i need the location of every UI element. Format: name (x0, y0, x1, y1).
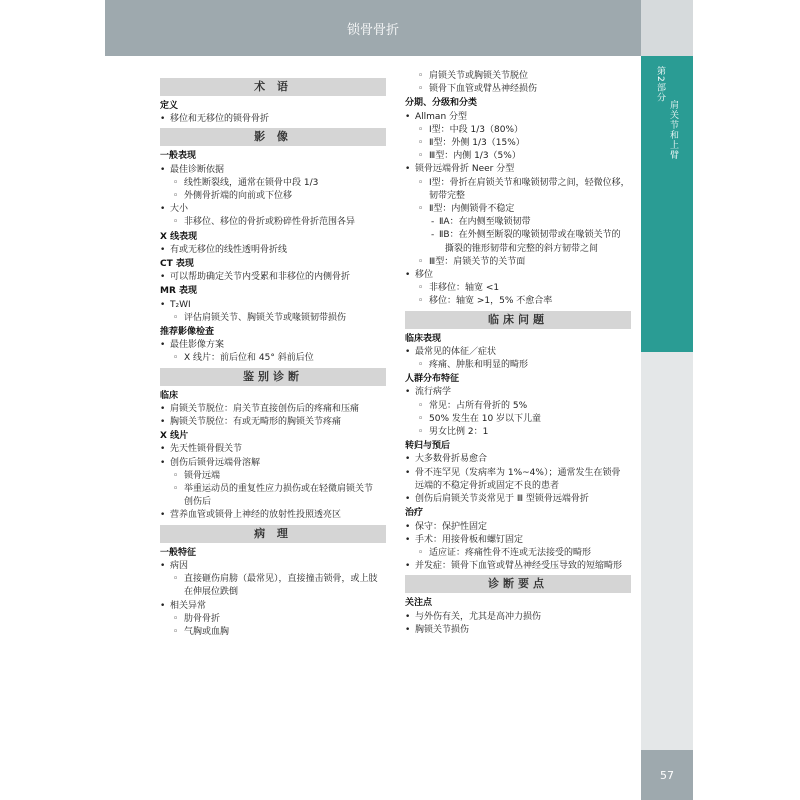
list-item: - ⅡA：在内侧至喙锁韧带 (405, 216, 631, 229)
list-item: • 最常见的体征／症状 (405, 346, 631, 359)
list-item: ◦ 非移位、移位的骨折或粉碎性骨折范围各异 (160, 216, 386, 229)
list-item: ◦ 男女比例 2：1 (405, 426, 631, 439)
list-item: • T₂WI (160, 299, 386, 312)
subheading: MR 表现 (160, 286, 198, 297)
list-item: • 胸锁关节损伤 (405, 624, 631, 637)
chapter-title: 锁骨骨折 (105, 0, 641, 56)
subheading: 推荐影像检查 (160, 327, 215, 338)
list-item: ◦ 移位：轴宽 >1，5% 不愈合率 (405, 295, 631, 308)
list-item: ◦ 常见：占所有骨折的 5% (405, 400, 631, 413)
list-item: • 创伤后肩锁关节炎常见于 Ⅲ 型锁骨远端骨折 (405, 493, 631, 506)
list-item: • 锁骨远端骨折 Neer 分型 (405, 163, 631, 176)
list-item: ◦ 50% 发生在 10 岁以下儿童 (405, 413, 631, 426)
list-item: ◦ Ⅰ型：中段 1/3（80%） (405, 124, 631, 137)
subheading: 临床表现 (405, 333, 442, 344)
list-item: ◦ 锁骨下血管或臂丛神经损伤 (405, 83, 631, 96)
list-item-continued: 创伤后 (184, 497, 212, 508)
subheading: X 线片 (160, 431, 189, 442)
subheading: X 线表现 (160, 231, 198, 242)
list-item: • 移位和无移位的锁骨骨折 (160, 113, 386, 126)
list-item: ◦ 肩锁关节或胸锁关节脱位 (405, 70, 631, 83)
section-heading-diagnostic-checklist: 诊断要点 (405, 575, 631, 593)
list-item-continued: 韧带完整 (429, 190, 466, 201)
page-number: 57 (641, 750, 693, 800)
list-item: ◦ 非移位：轴宽 <1 (405, 282, 631, 295)
subheading: 一般特征 (160, 547, 197, 558)
list-item: • 创伤后锁骨远端骨溶解 (160, 457, 386, 470)
list-item: • 与外伤有关，尤其是高冲力损伤 (405, 611, 631, 624)
section-heading-clinical: 临床问题 (405, 311, 631, 329)
list-item: • 大小 (160, 203, 386, 216)
side-part-label: 第2部分 (655, 66, 665, 103)
subheading: 转归与预后 (405, 441, 451, 452)
subheading: CT 表现 (160, 259, 194, 270)
list-item-continued: 远端的不稳定骨折或固定不良的患者 (415, 480, 560, 491)
list-item: - ⅡB：在外侧至断裂的喙锁韧带或在喙锁关节的 (405, 229, 631, 242)
subheading: 一般表现 (160, 151, 197, 162)
list-item: • 骨不连罕见（发病率为 1%~4%）；通常发生在锁骨 (405, 467, 631, 480)
side-section-label: 肩关节和上臂 (668, 100, 678, 160)
section-heading-pathology: 病 理 (160, 525, 386, 543)
subheading: 人群分布特征 (405, 374, 460, 385)
list-item-continued: 在伸展位跌倒 (184, 587, 239, 598)
list-item: ◦ Ⅱ型：内侧锁骨不稳定 (405, 203, 631, 216)
section-heading-differential: 鉴别诊断 (160, 368, 386, 386)
list-item: ◦ Ⅱ型：外侧 1/3（15%） (405, 137, 631, 150)
left-column (160, 76, 386, 639)
list-item: • 可以帮助确定关节内受累和非移位的内侧骨折 (160, 271, 386, 284)
list-item: ◦ 疼痛、肿胀和明显的畸形 (405, 359, 631, 372)
list-item: ◦ Ⅲ型：肩锁关节的关节面 (405, 256, 631, 269)
list-item: • 病因 (160, 560, 386, 573)
list-item: ◦ Ⅲ型：内侧 1/3（5%） (405, 150, 631, 163)
subheading: 定义 (160, 101, 179, 111)
section-heading-terminology: 术 语 (160, 78, 386, 96)
list-item: • 胸锁关节脱位：有或无畸形的胸锁关节疼痛 (160, 416, 386, 429)
list-item: • 最佳诊断依据 (160, 164, 386, 177)
list-item: ◦ 锁骨远端 (160, 470, 386, 483)
side-tab-top (641, 0, 693, 56)
list-item: • 营养血管或锁骨上神经的放射性投照透亮区 (160, 509, 386, 522)
list-item: • 先天性锁骨假关节 (160, 443, 386, 456)
list-item: ◦ 肋骨骨折 (160, 613, 386, 626)
list-item: • 移位 (405, 269, 631, 282)
list-item: • 流行病学 (405, 386, 631, 399)
list-item: • 有或无移位的线性透明骨折线 (160, 244, 386, 257)
list-item: ◦ 评估肩锁关节、胸锁关节或喙锁韧带损伤 (160, 312, 386, 325)
list-item: ◦ 气胸或血胸 (160, 626, 386, 639)
list-item: ◦ 适应证：疼痛性骨不连或无法接受的畸形 (405, 547, 631, 560)
right-column (405, 70, 631, 637)
list-item: ◦ 外侧骨折端的向前或下位移 (160, 190, 386, 203)
list-item: ◦ 举重运动员的重复性应力损伤或在轻微肩锁关节 (160, 483, 386, 496)
list-item: • 肩锁关节脱位：肩关节直接创伤后的疼痛和压痛 (160, 403, 386, 416)
subheading: 分期、分级和分类 (405, 98, 478, 109)
list-item: • 大多数骨折易愈合 (405, 453, 631, 466)
list-item: ◦ X 线片：前后位和 45° 斜前后位 (160, 352, 386, 365)
list-item-continued: 撕裂的锥形韧带和完整的斜方韧带之间 (445, 243, 599, 254)
list-item: ◦ Ⅰ型：骨折在肩锁关节和喙锁韧带之间，轻微位移， (405, 177, 631, 190)
list-item: • 最佳影像方案 (160, 339, 386, 352)
subheading: 临床 (160, 390, 179, 401)
subheading: 治疗 (405, 508, 424, 519)
subheading: 关注点 (405, 598, 433, 609)
section-heading-imaging: 影 像 (160, 128, 386, 146)
list-item: • 保守：保护性固定 (405, 521, 631, 534)
list-item: ◦ 直接砸伤肩膀（最常见），直接撞击锁骨，或上肢 (160, 573, 386, 586)
list-item: • Allman 分型 (405, 111, 631, 124)
list-item: ◦ 线性断裂线，通常在锁骨中段 1/3 (160, 177, 386, 190)
list-item: • 相关异常 (160, 600, 386, 613)
list-item: • 手术：用接骨板和螺钉固定 (405, 534, 631, 547)
list-item: • 并发症：锁骨下血管或臂丛神经受压导致的短缩畸形 (405, 560, 631, 573)
